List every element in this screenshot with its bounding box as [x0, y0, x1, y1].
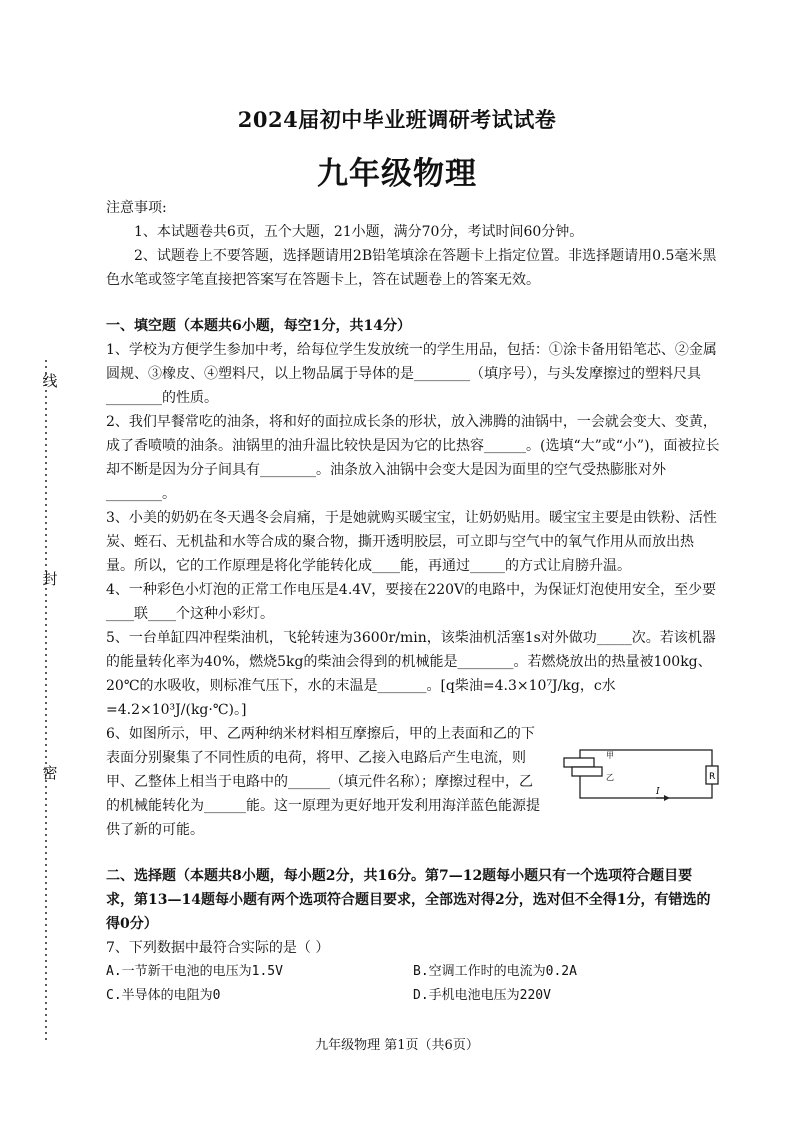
note-item-1: 1、本试题卷共6页，五个大题，21小题，满分70分，考试时间60分钟。 [134, 224, 584, 240]
question-4: 4、一种彩色小灯泡的正常工作电压是4.4V，要接在220V的电路中，为保证灯泡使用安全，至少要____联____个这种小彩灯。 [106, 582, 717, 622]
option-b: B.空调工作时的电流为0.2A [413, 964, 577, 979]
exam-body [106, 196, 720, 1008]
question-1: 1、学校为方便学生参加中考，给每位学生发放统一的学生用品，包括：①涂卡备用铅笔芯、②金属圆规、③橡皮、④塑料尺，以上物品属于导体的是________（填序号），与头发摩擦过的塑料尺具________的性质。 [106, 342, 717, 406]
notes-heading: 注意事项: [106, 200, 167, 216]
question-3: 3、小美的奶奶在冬天遇冬会肩痛，于是她就购买暖宝宝，让奶奶贴用。暖宝宝主要是由铁粉、活性炭、蛭石、无机盐和水等合成的聚合物，撕开透明胶层，可立即与空气中的氧气作用从而放出热量。所以，它的工作原理是将化学能转化成____能，再通过_____的方式让肩膀升温。 [106, 510, 717, 574]
note-item-2: 2、试题卷上不要答题，选择题请用2B铅笔填涂在答题卡上指定位置。非选择题请用0.5毫米黑色水笔或签字笔直接把答案写在答题卡上，答在试题卷上的答案无效。 [106, 248, 717, 288]
subject-title: 九年级物理 [317, 156, 477, 192]
exam-title: 2024届初中毕业班调研考试试卷 [237, 107, 557, 132]
binding-dotted-line [36, 360, 56, 1040]
question-7: 7、下列数据中最符合实际的是（ ） [106, 940, 330, 956]
question-2: 2、我们早餐常吃的油条，将和好的面拉成长条的形状，放入沸腾的油锅中，一会就会变大、变黄，成了香喷喷的油条。油锅里的油升温比较快是因为它的比热容______。(选填“大”或“小”)，面被拉长却不断是因为分子间具有________。油条放入油锅中会变大是因为面里的空气受热膨胀对外________。 [106, 414, 720, 502]
figure-label-resistor: R [709, 772, 716, 782]
page-footer: 九年级物理 第1页（共6页） [315, 1038, 479, 1053]
figure-label-yi: 乙 [606, 773, 614, 782]
question-5: 5、一台单缸四冲程柴油机，飞轮转速为3600r/min，该柴油机活塞1s对外做功_____次。若该机器的能量转化率为40%，燃烧5kg的柴油会得到的机械能是________。若燃烧放出的热量被100kg、20℃的水吸收，则标准气压下，水的末温是_______。[q柴油=4.3×10⁷J/kg，c水=4.2×10³J/(kg·℃)。] [106, 630, 716, 718]
question-7-options-row-2 [106, 984, 720, 1008]
spacer [106, 292, 720, 314]
question-7-options-row-1 [106, 960, 720, 984]
option-d: D.手机电池电压为220V [413, 988, 551, 1003]
binding-mark-xian: 线 [42, 372, 58, 390]
circuit-figure [560, 736, 720, 808]
section-1-heading: 一、填空题（本题共6小题，每空1分，共14分） [106, 318, 411, 334]
question-6-block [106, 722, 720, 842]
section-2-heading: 二、选择题（本题共8小题，每小题2分，共16分。第7—12题每小题只有一个选项符合题目要求，第13—14题每小题有两个选项符合题目要求，全部选对得2分，选对但不全得1分，有错选的得0分） [106, 868, 711, 932]
spacer [106, 842, 720, 864]
figure-label-jia: 甲 [606, 751, 614, 760]
option-c: C.半导体的电阻为0 [106, 988, 221, 1003]
question-6: 6、如图所示，甲、乙两种纳米材料相互摩擦后，甲的上表面和乙的下表面分别聚集了不同性质的电荷，将甲、乙接入电路后产生电流，则甲、乙整体上相当于电路中的______（填元件名称）；摩擦过程中，乙的机械能转化为______能。这一原理为更好地开发利用海洋蓝色能源提供了新的可能。 [106, 726, 540, 838]
figure-label-current: I [656, 787, 660, 797]
binding-mark-mi: 密 [42, 764, 58, 782]
binding-mark-feng: 封 [42, 570, 58, 588]
option-a: A.一节新干电池的电压为1.5V [106, 964, 283, 979]
